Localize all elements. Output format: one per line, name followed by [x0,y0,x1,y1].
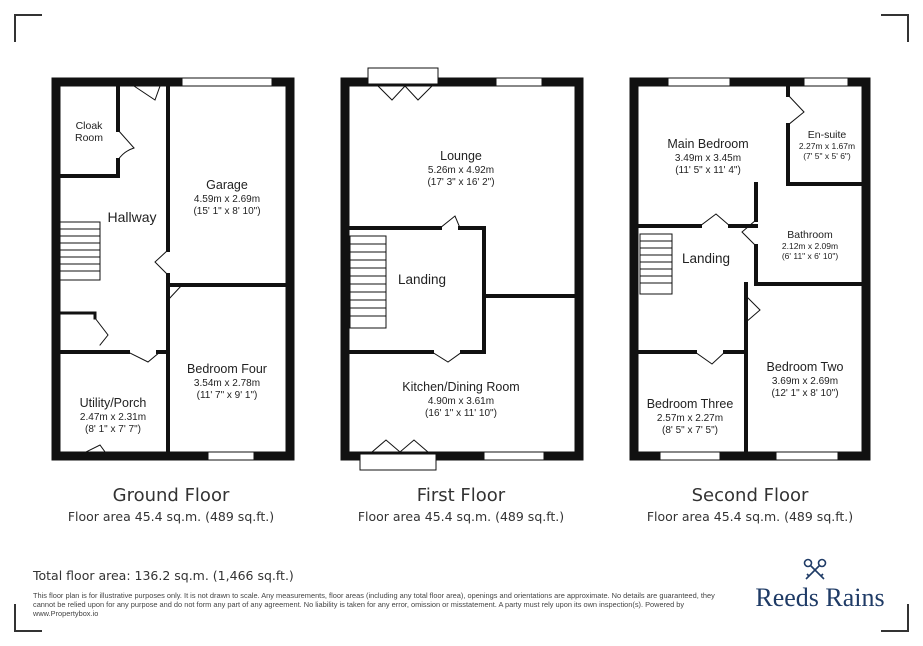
garage-imperial: (15' 1" x 8' 10") [193,206,261,217]
first-floor-title: First Floor [416,485,506,506]
utility-porch-label: Utility/Porch [79,396,147,410]
main-bedroom-imperial: (11' 5" x 11' 4") [675,165,741,176]
utility-porch-imperial: (8' 1" x 7' 7") [85,424,141,435]
bedroom-four-metric: 3.54m x 2.78m [193,378,261,389]
hallway-label: Hallway [107,209,157,225]
lounge-label: Lounge [440,149,482,163]
second-landing-label: Landing [681,251,731,266]
bedroom-two-imperial: (12' 1" x 8' 10") [771,388,839,399]
utility-porch-metric: 2.47m x 2.31m [79,412,147,423]
ground-floor-area: Floor area 45.4 sq.m. (489 sq.ft.) [67,509,275,524]
cloak-room-label-line2: Room [74,132,104,144]
bathroom-label: Bathroom [787,229,833,241]
bathroom-metric: 2.12m x 2.09m [781,241,839,251]
bedroom-two-label: Bedroom Two [766,360,844,374]
bedroom-three-imperial: (8' 5" x 7' 5") [662,425,718,436]
kitchen-dining-metric: 4.90m x 3.61m [427,396,495,407]
en-suite-label: En-suite [807,129,847,141]
bedroom-four-imperial: (11' 7" x 9' 1") [196,390,258,401]
lounge-imperial: (17' 3" x 16' 2") [427,177,495,188]
total-floor-area: Total floor area: 136.2 sq.m. (1,466 sq.ft.) [33,568,294,583]
kitchen-dining-imperial: (16' 1" x 11' 10") [425,408,497,419]
main-bedroom-metric: 3.49m x 3.45m [674,153,742,164]
main-bedroom-label: Main Bedroom [667,137,749,151]
bathroom-imperial: (6' 11" x 6' 10") [781,251,839,261]
en-suite-metric: 2.27m x 1.67m [798,141,856,151]
brand-logo-text: Reeds Rains [755,583,885,612]
cloak-room-label-line1: Cloak [75,120,103,132]
bedroom-four-label: Bedroom Four [187,362,267,376]
second-floor-title: Second Floor [691,485,809,506]
kitchen-dining-label: Kitchen/Dining Room [402,380,520,394]
first-floor-area: Floor area 45.4 sq.m. (489 sq.ft.) [357,509,565,524]
lounge-metric: 5.26m x 4.92m [427,165,495,176]
crossed-keys-icon [802,557,828,581]
bedroom-two-metric: 3.69m x 2.69m [771,376,839,387]
bedroom-three-metric: 2.57m x 2.27m [656,413,724,424]
ground-floor-title: Ground Floor [112,485,230,506]
en-suite-imperial: (7' 5" x 5' 6") [803,151,851,161]
garage-metric: 4.59m x 2.69m [193,194,261,205]
bedroom-three-label: Bedroom Three [646,397,734,411]
first-landing-label: Landing [397,272,447,287]
second-floor-area: Floor area 45.4 sq.m. (489 sq.ft.) [646,509,854,524]
disclaimer-text: This floor plan is for illustrative purposes only. It is not drawn to scale. Any measurements, floor areas (including any total floor area), openings and orientations are approximate. No details are guaranteed, they cannot be relied upon for any purpose and do not form any part of any agreement. No liability is taken for any error, omission or misstatement. A party must rely upon its own inspection(s). Powered by www.Propertybox.io [33,591,715,618]
garage-label: Garage [206,178,248,192]
